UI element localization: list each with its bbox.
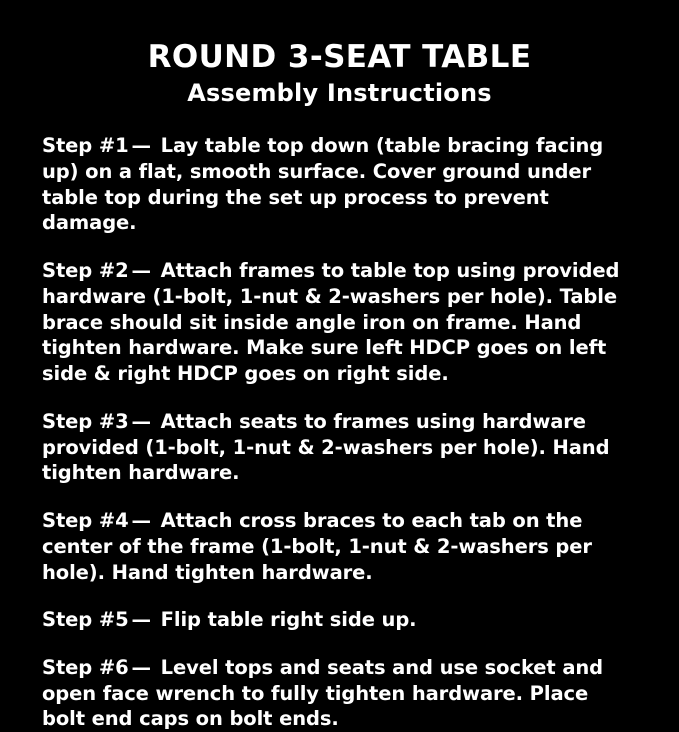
step-separator: —: [131, 608, 151, 632]
step-text: Attach frames to table top using provided hardware (1-bolt, 1-nut & 2-washers per hole). Table brace should sit inside angle iron on frame. Hand tighten hardware. Make sure left HDCP goes on left side & right HDCP goes on right side.: [42, 259, 620, 386]
step-item: [42, 258, 637, 387]
step-item: [42, 409, 637, 486]
steps-list: [42, 133, 637, 732]
step-text: Lay table top down (table bracing facing up) on a flat, smooth surface. Cover ground under table top during the set up process to prevent damage.: [42, 134, 604, 235]
step-text: Flip table right side up.: [160, 608, 417, 632]
step-label: Step #2: [42, 259, 129, 283]
step-item: [42, 133, 637, 236]
step-item: [42, 655, 637, 732]
step-label: Step #5: [42, 608, 129, 632]
page-subtitle: Assembly Instructions: [187, 78, 492, 107]
step-separator: —: [131, 409, 151, 433]
page-title: ROUND 3-SEAT TABLE: [147, 39, 532, 75]
step-text: Attach cross braces to each tab on the center of the frame (1-bolt, 1-nut & 2-washers per hole). Hand tighten hardware.: [42, 509, 592, 584]
step-label: Step #1: [42, 134, 129, 158]
step-label: Step #3: [42, 409, 129, 433]
step-label: Step #6: [42, 655, 129, 679]
step-item: [42, 607, 637, 633]
step-item: [42, 508, 637, 585]
step-separator: —: [131, 655, 151, 679]
step-separator: —: [131, 509, 151, 533]
step-separator: —: [131, 259, 151, 283]
step-separator: —: [131, 134, 151, 158]
step-text: Level tops and seats and use socket and open face wrench to fully tighten hardware. Place bolt end caps on bolt ends.: [42, 655, 604, 731]
step-label: Step #4: [42, 509, 129, 533]
step-text: Attach seats to frames using hardware provided (1-bolt, 1-nut & 2-washers per hole). Hand tighten hardware.: [42, 409, 610, 485]
